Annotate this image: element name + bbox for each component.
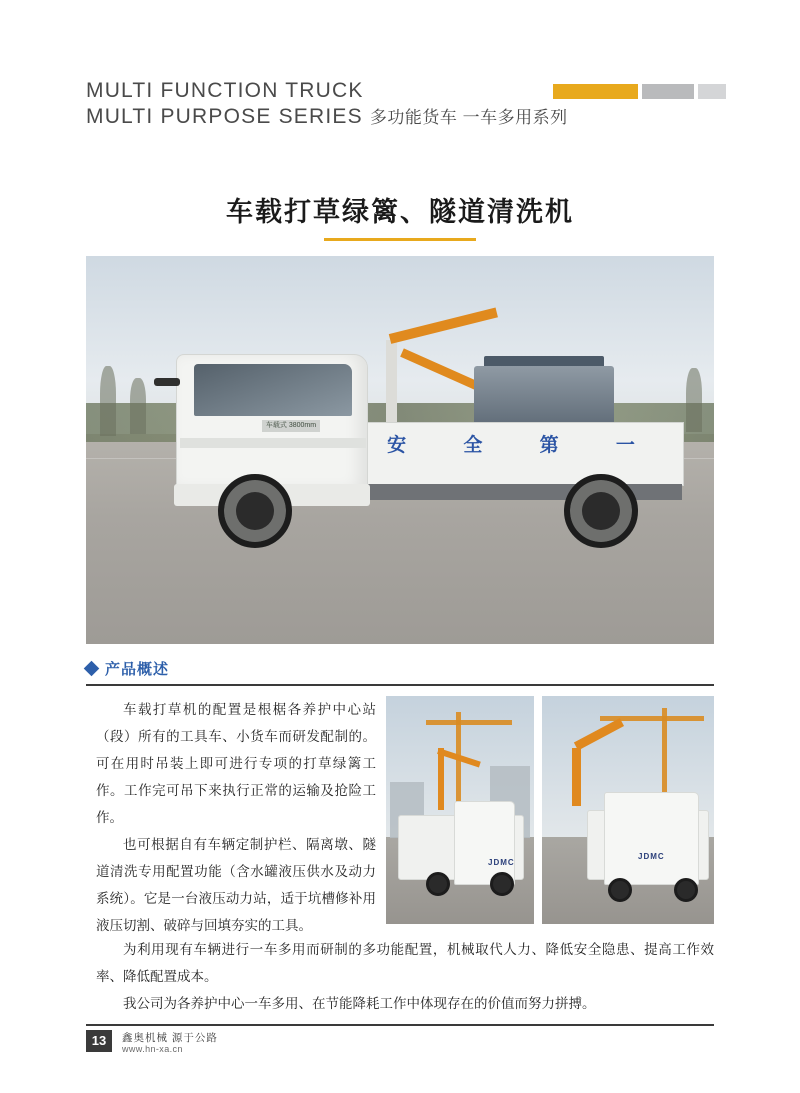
photo-truck-cab — [604, 792, 699, 885]
section-header — [86, 658, 714, 679]
footer-company-name: 鑫奥机械 源于公路 — [122, 1032, 218, 1044]
tower-crane-mast — [662, 708, 667, 804]
header-title-chinese: 多功能货车 一车多用系列 — [369, 108, 568, 127]
photo-wheel — [426, 872, 450, 896]
header-decor-bars — [426, 84, 726, 100]
hero-truck — [102, 334, 682, 564]
overview-text-column — [96, 696, 376, 939]
crane-arm-lower — [400, 348, 482, 391]
tree-icon — [686, 368, 702, 432]
section-divider — [86, 684, 714, 686]
product-overview-section — [86, 658, 714, 679]
bed-slogan-text: 安 全 第 一 — [387, 435, 661, 456]
paragraph-3: 为利用现有车辆进行一车多用而研制的多功能配置，机械取代人力、降低安全隐患、提高工作效率、降低配置成本。 — [96, 942, 714, 984]
section-title: 产品概述 — [105, 661, 170, 678]
page-number-badge: 13 — [86, 1030, 112, 1052]
truck-wheel-front — [218, 474, 292, 548]
hero-truck-photo — [86, 256, 714, 644]
truck-brand-label: JDMC — [638, 852, 665, 861]
truck-front-view-photo — [542, 696, 714, 924]
header-title-line2-wrap — [86, 104, 726, 131]
mirror-icon — [154, 378, 180, 386]
diamond-icon — [84, 661, 100, 677]
truck-windshield — [194, 364, 352, 416]
paragraph-2: 也可根据自有车辆定制护栏、隔离墩、隧道清洗专用配置功能（含水罐液压供水及动力系统）。它是一台液压动力站，适于坑槽修补用液压切割、破碎与回填夯实的工具。 — [96, 837, 376, 933]
page-title: 车载打草绿篱、隧道清洗机 — [226, 197, 574, 227]
cab-side-band — [180, 438, 366, 448]
boom-arm-vertical — [572, 748, 581, 806]
truck-brand-label: JDMC — [488, 858, 515, 867]
header-title-line2: MULTI PURPOSE SERIES — [86, 105, 363, 128]
overview-text-full-width — [96, 936, 714, 1017]
photo-wheel — [490, 872, 514, 896]
cab-door-label: 车载式 3800mm — [262, 420, 320, 432]
title-underline — [324, 238, 476, 241]
footer-website-url: www.hn-xa.cn — [122, 1044, 183, 1054]
truck-with-boom-photo — [386, 696, 534, 924]
hydraulic-power-unit — [474, 366, 614, 428]
header-bar-grey-1 — [642, 84, 694, 99]
photo-wheel — [674, 878, 698, 902]
crane-post — [386, 340, 397, 430]
header-bar-grey-2 — [698, 84, 726, 99]
tower-crane-jib — [426, 720, 512, 725]
paragraph-4: 我公司为各养护中心一车多用、在节能降耗工作中体现存在的价值而努力拼搏。 — [123, 996, 596, 1011]
page-header — [86, 78, 726, 140]
photo-wheel — [608, 878, 632, 902]
boom-arm-vertical — [438, 748, 444, 810]
footer-divider — [86, 1024, 714, 1026]
truck-wheel-rear — [564, 474, 638, 548]
header-title-line1: MULTI FUNCTION TRUCK — [86, 79, 364, 102]
paragraph-1: 车载打草机的配置是根椐各养护中心站（段）所有的工具车、小货车而研发配制的。可在用时吊装上即可进行专项的打草绿篱工作。工作完可吊下来执行正常的运输及抢险工作。 — [96, 702, 376, 825]
header-bar-orange — [553, 84, 638, 99]
